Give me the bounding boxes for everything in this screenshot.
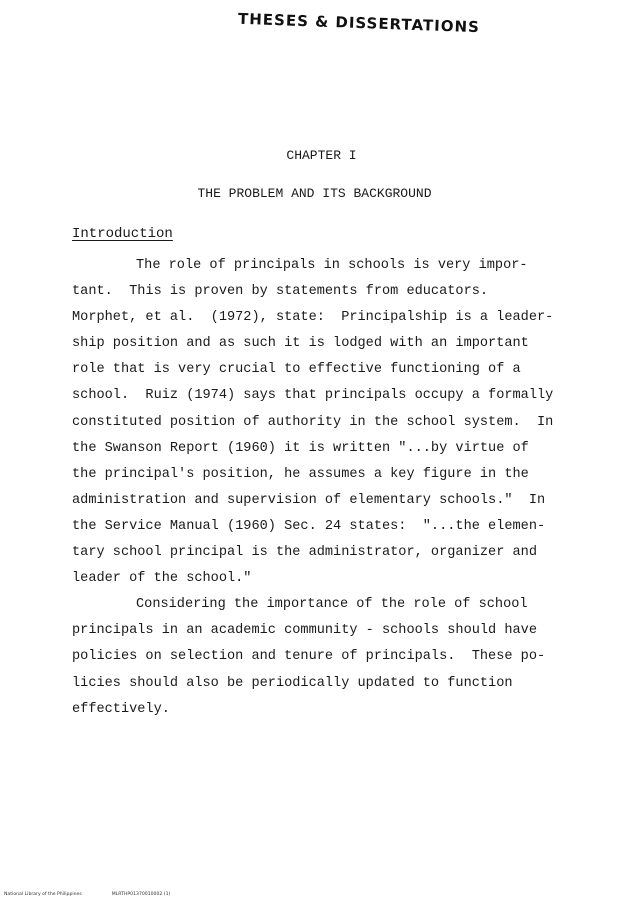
chapter-number: CHAPTER I	[286, 148, 357, 163]
section-heading-introduction: Introduction	[72, 226, 173, 242]
paragraph-line: constituted position of authority in the school system. In	[72, 414, 554, 430]
paragraph-line: licies should also be periodically updated to function	[72, 675, 513, 691]
paragraph-line: the principal's position, he assumes a key figure in the	[72, 466, 529, 482]
paragraph-line: leader of the school."	[72, 571, 252, 587]
paragraph-line: policies on selection and tenure of principals. These po-	[72, 649, 546, 665]
paragraph-line: the Swanson Report (1960) it is written "...by virtue of	[72, 440, 529, 456]
paragraph-line: school. Ruiz (1974) says that principals occupy a formally	[72, 388, 554, 404]
footer-document-code: MLRTHP01370010002 (1)	[111, 892, 171, 897]
chapter-title: THE PROBLEM AND ITS BACKGROUND	[197, 186, 432, 201]
paragraph-line: administration and supervision of elementary schools." In	[72, 492, 546, 508]
paragraph-line: ship position and as such it is lodged with an important	[72, 336, 529, 352]
paragraph-line: tant. This is proven by statements from educators.	[72, 284, 489, 300]
paragraph-line: effectively.	[72, 701, 170, 717]
paragraph-line: The role of principals in schools is very impor-	[136, 258, 528, 273]
scan-footer	[4, 892, 170, 897]
body-text	[72, 257, 572, 727]
theses-dissertations-stamp: THESES & DISSERTATIONS	[237, 9, 481, 37]
footer-library-name: National Library of the Philippines	[4, 892, 82, 897]
paragraph-line: role that is very crucial to effective functioning of a	[72, 362, 521, 378]
paragraph-line: Morphet, et al. (1972), state: Principalship is a leader-	[72, 310, 554, 326]
paragraph-line: Considering the importance of the role of school	[136, 597, 528, 613]
paragraph-line: tary school principal is the administrator, organizer and	[72, 545, 537, 561]
paragraph-line: the Service Manual (1960) Sec. 24 states: "...the elemen-	[72, 518, 546, 534]
paragraph-line: principals in an academic community - schools should have	[72, 623, 537, 639]
